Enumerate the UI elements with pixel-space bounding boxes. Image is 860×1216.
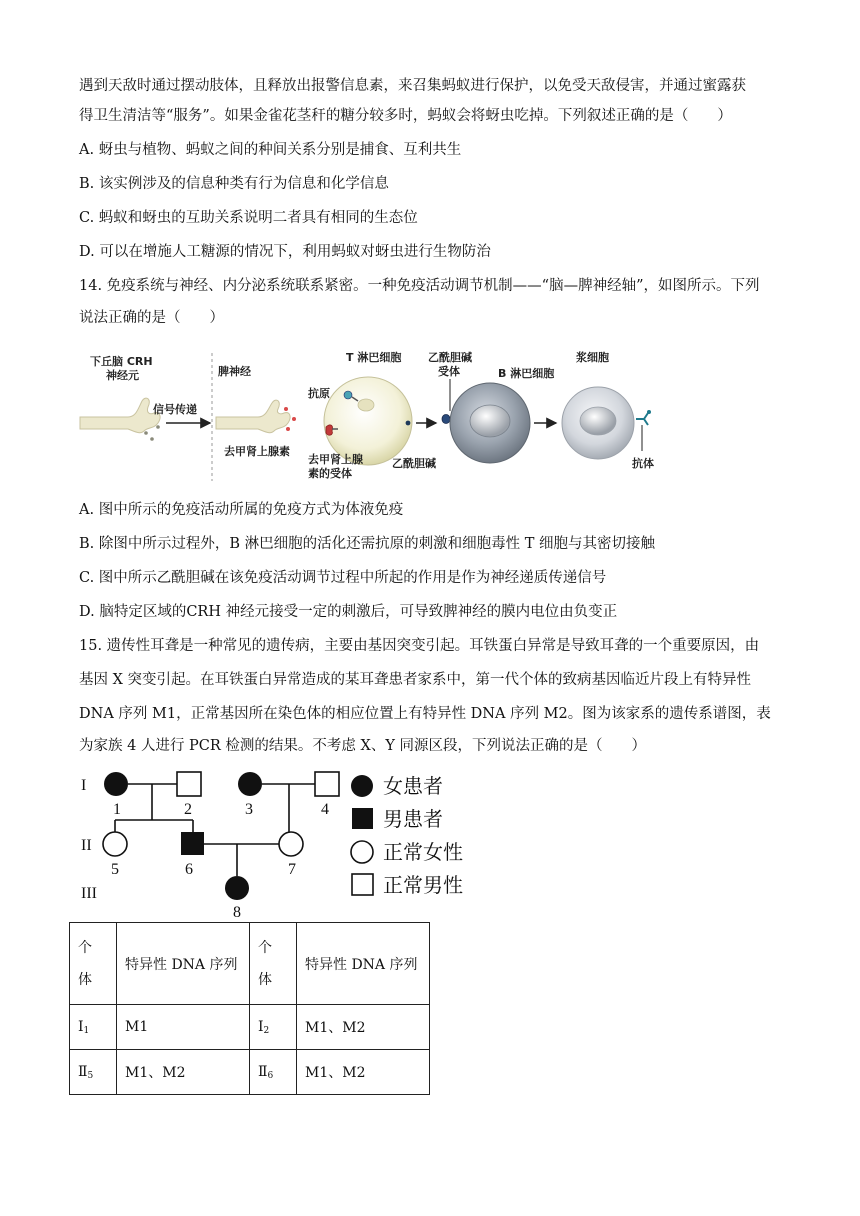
row1-individual-a-num: 1 xyxy=(83,1025,90,1036)
q14-option-c: C. 图中所示乙酰胆碱在该免疫活动调节过程中所起的作用是作为神经递质传递信号 xyxy=(79,570,607,586)
t-cell-label: T 淋巴细胞 xyxy=(346,351,402,364)
generation-ii-label: II xyxy=(81,837,92,854)
q13-option-a: A. 蚜虫与植物、蚂蚁之间的种间关系分别是捕食、互利共生 xyxy=(79,142,462,158)
legend-normal-female: 正常女性 xyxy=(383,840,463,864)
generation-iii-label: III xyxy=(81,885,97,902)
header-individual-1 xyxy=(70,923,117,1005)
pedigree-i1-affected-female xyxy=(104,772,128,796)
b-cell-label: B 淋巴细胞 xyxy=(498,367,555,380)
q13-option-d: D. 可以在增施人工糖源的情况下，利用蚂蚁对蚜虫进行生物防治 xyxy=(79,244,491,260)
ne-receptor-label-1: 去甲肾上腺 xyxy=(308,453,363,466)
crh-neuron-axon xyxy=(80,398,160,433)
row2-individual-a-gen: Ⅱ xyxy=(78,1063,88,1080)
row2-individual-a xyxy=(70,1050,117,1095)
spleen-nerve-axon xyxy=(216,400,290,433)
individual-3-label: 3 xyxy=(245,801,253,818)
header-individual-2 xyxy=(250,923,297,1005)
individual-1-label: 1 xyxy=(113,801,121,818)
q14-stem-line-2: 说法正确的是（ ） xyxy=(79,310,224,326)
q15-stem-line-1: 15. 遗传性耳聋是一种常见的遗传病，主要由基因突变引起。耳铁蛋白异常是导致耳聋的一个重要原因，由 xyxy=(79,638,760,654)
legend-affected-female-icon xyxy=(351,775,373,797)
antibody-icon xyxy=(636,413,648,425)
pcr-result-table xyxy=(69,922,430,1095)
q14-option-b: B. 除图中所示过程外，B 淋巴细胞的活化还需抗原的刺激和细胞毒性 T 细胞与其密切接触 xyxy=(79,536,656,552)
ne-receptor-icon xyxy=(326,425,333,435)
pedigree-chart xyxy=(75,764,485,920)
individual-2-label: 2 xyxy=(184,801,192,818)
ach-receptor-icon xyxy=(442,415,450,424)
signal-transfer-label: 信号传递 xyxy=(153,403,197,416)
q13-stem-line-1: 遇到天敌时通过摆动肢体，且释放出报警信息素，来召集蚂蚁进行保护，以免受天敌侵害，并通过蜜露获 xyxy=(79,78,746,94)
q14-stem-line-1: 14. 免疫系统与神经、内分泌系统联系紧密。一种免疫活动调节机制——“脑—脾神经轴”，如图所示。下列 xyxy=(79,278,760,294)
q13-option-b: B. 该实例涉及的信息种类有行为信息和化学信息 xyxy=(79,176,389,192)
header-individual-2-char-1: 个 xyxy=(258,939,272,956)
header-dna-sequence-1: 特异性 DNA 序列 xyxy=(117,923,250,1005)
q14-option-a: A. 图中所示的免疫活动所属的免疫方式为体液免疫 xyxy=(79,502,404,518)
legend-affected-male-icon xyxy=(352,808,373,829)
q15-stem-line-4: 为家族 4 人进行 PCR 检测的结果。不考虑 X、Y 同源区段，下列说法正确的是（ ） xyxy=(79,738,647,754)
spleen-nerve-label: 脾神经 xyxy=(218,365,251,378)
row1-individual-b-gen: Ⅰ xyxy=(258,1018,264,1035)
ach-receptor-label-1: 乙酰胆碱 xyxy=(428,351,472,364)
row2-individual-b xyxy=(250,1050,297,1095)
q15-stem-line-2: 基因 X 突变引起。在耳铁蛋白异常造成的某耳聋患者家系中，第一代个体的致病基因临近片段上有特异性 xyxy=(79,672,752,688)
row1-sequence-a: M1 xyxy=(117,1005,250,1050)
individual-6-label: 6 xyxy=(185,861,193,878)
row2-sequence-b: M1、M2 xyxy=(297,1050,430,1095)
pedigree-i2-normal-male xyxy=(177,772,201,796)
table-header-row xyxy=(70,923,430,1005)
q13-stem-line-2: 得卫生清洁等“服务”。如果金雀花茎秆的糖分较多时，蚂蚁会将蚜虫吃掉。下列叙述正确的是（ ） xyxy=(79,108,732,124)
row2-individual-b-num: 6 xyxy=(267,1070,274,1081)
row2-sequence-a: M1、M2 xyxy=(117,1050,250,1095)
norepinephrine-label: 去甲肾上腺素 xyxy=(224,445,290,458)
acetylcholine-dot xyxy=(406,421,411,426)
ach-receptor-label-2: 受体 xyxy=(438,365,460,378)
antigen-icon xyxy=(344,391,352,399)
row2-individual-b-gen: Ⅱ xyxy=(258,1063,268,1080)
plasma-cell-label: 浆细胞 xyxy=(576,351,609,364)
pedigree-ii6-affected-male xyxy=(181,832,204,855)
antibody-label: 抗体 xyxy=(632,457,654,470)
header-individual-1-char-2: 体 xyxy=(78,971,92,988)
pedigree-ii5-normal-female xyxy=(103,832,127,856)
row1-individual-b-num: 2 xyxy=(263,1025,270,1036)
legend-normal-male-icon xyxy=(352,874,373,895)
t-lymphocyte-cell xyxy=(324,377,412,465)
generation-i-label: I xyxy=(81,777,87,794)
row2-individual-a-num: 5 xyxy=(87,1070,94,1081)
table-row xyxy=(70,1050,430,1095)
crh-neuron-label-1: 下丘脑 CRH xyxy=(90,355,153,368)
acetylcholine-label: 乙酰胆碱 xyxy=(392,457,436,470)
header-individual-1-char-1: 个 xyxy=(78,939,92,956)
individual-7-label: 7 xyxy=(288,861,296,878)
individual-8-label: 8 xyxy=(233,904,241,920)
individual-5-label: 5 xyxy=(111,861,119,878)
q15-stem-line-3: DNA 序列 M1，正常基因所在染色体的相应位置上有特异性 DNA 序列 M2。图为该家系的遗传系谱图，表 xyxy=(79,706,771,722)
row1-sequence-b: M1、M2 xyxy=(297,1005,430,1050)
legend-affected-male: 男患者 xyxy=(383,807,443,831)
q14-option-d: D. 脑特定区域的CRH 神经元接受一定的刺激后，可导致脾神经的膜内电位由负变正 xyxy=(79,604,618,620)
row1-individual-b xyxy=(250,1005,297,1050)
pedigree-i3-affected-female xyxy=(238,772,262,796)
brain-spleen-axis-figure xyxy=(76,345,676,485)
legend-normal-male: 正常男性 xyxy=(383,873,463,897)
header-individual-2-char-2: 体 xyxy=(258,971,272,988)
row1-individual-a-gen: Ⅰ xyxy=(78,1018,84,1035)
table-row xyxy=(70,1005,430,1050)
pedigree-i4-normal-male xyxy=(315,772,339,796)
header-dna-sequence-2: 特异性 DNA 序列 xyxy=(297,923,430,1005)
pedigree-iii8-affected-female xyxy=(225,876,249,900)
crh-neuron-label-2: 神经元 xyxy=(106,369,139,382)
pedigree-ii7-normal-female xyxy=(279,832,303,856)
legend-normal-female-icon xyxy=(351,841,373,863)
individual-4-label: 4 xyxy=(321,801,329,818)
legend-affected-female: 女患者 xyxy=(383,774,443,798)
q13-option-c: C. 蚂蚁和蚜虫的互助关系说明二者具有相同的生态位 xyxy=(79,210,418,226)
antigen-label: 抗原 xyxy=(308,387,330,400)
row1-individual-a xyxy=(70,1005,117,1050)
ne-receptor-label-2: 素的受体 xyxy=(308,467,352,480)
